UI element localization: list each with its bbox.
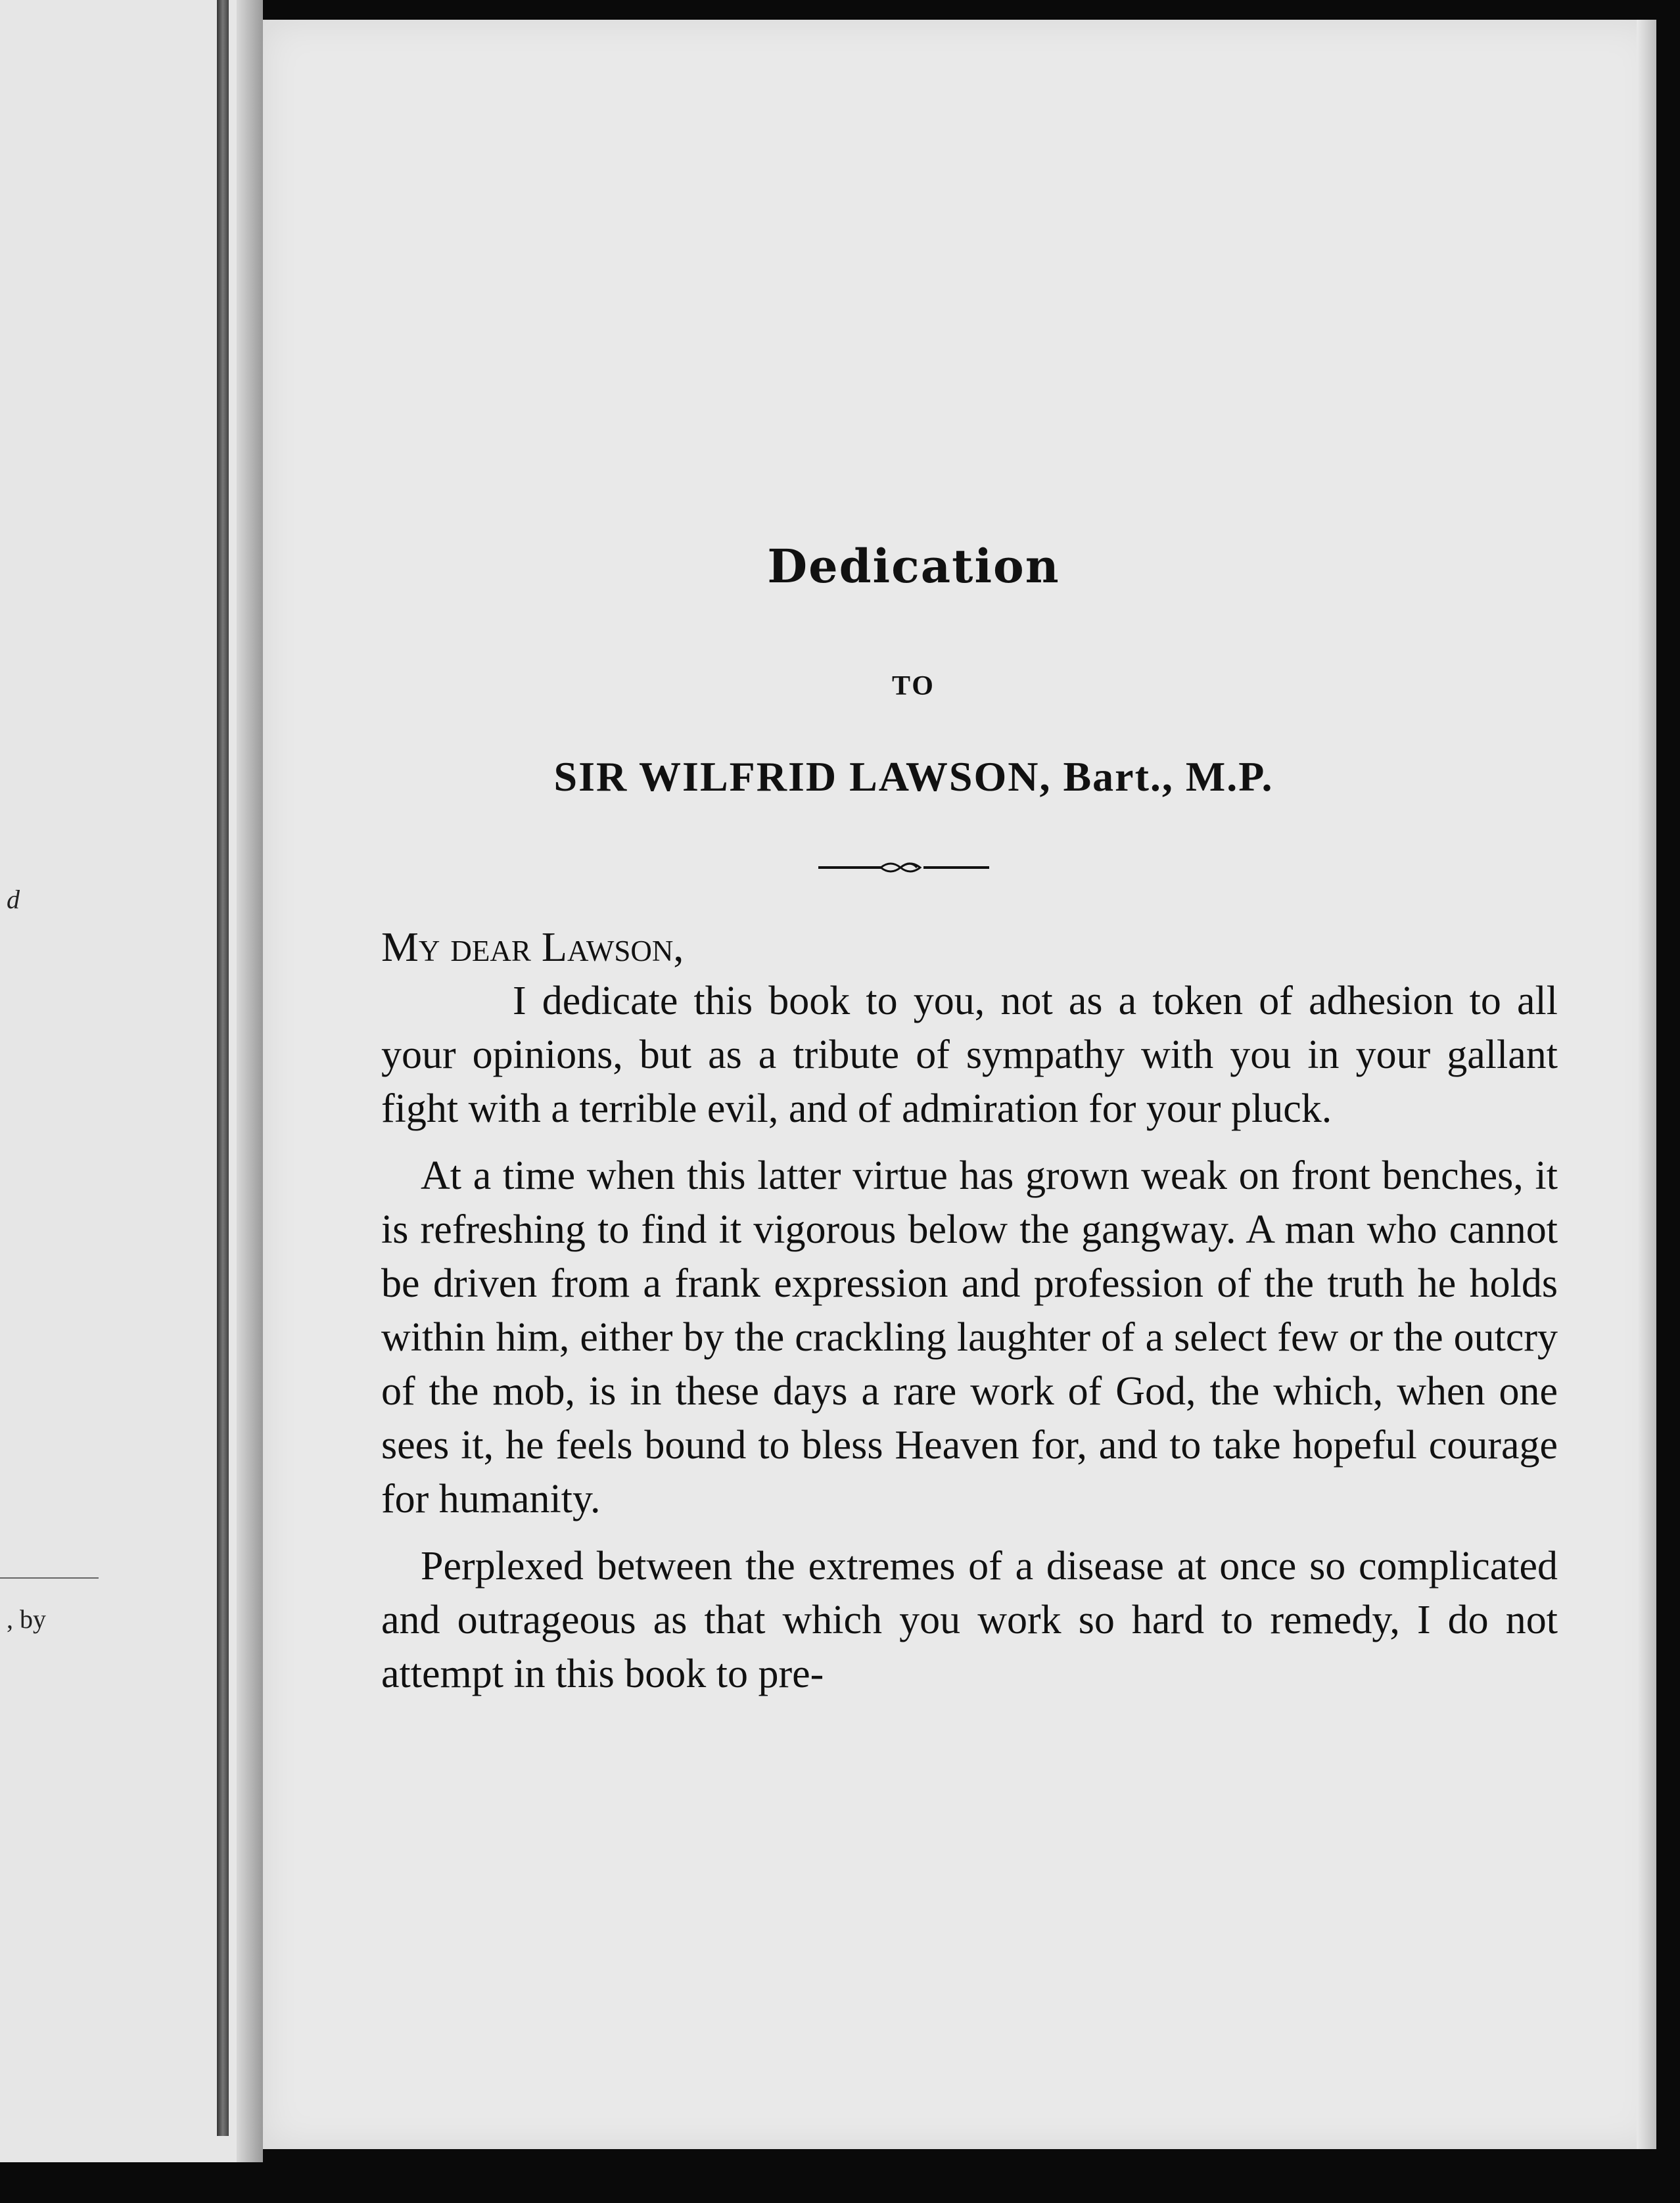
facing-page-text-fragment: d — [7, 885, 20, 914]
facing-page-text-fragment: , by — [7, 1604, 46, 1634]
paragraph: At a time when this latter virtue has grown weak on front benches, it is refreshing to find it vigorous below the gangway. A man who cannot be driven from a frank expression and profession of the truth he holds within him, either by the crackling laughter of a select few or the outcry of the mob, is in these days a rare work of God, the which, when one sees it, he feels bound to bless Heaven for, and to take hopeful courage for humanity. — [381, 1153, 1558, 1521]
dedication-page — [263, 20, 1656, 2149]
paragraph: Perplexed between the extremes of a disease at once so complicated and outrageous as that which you work so hard to remedy, I do not attempt in this book to pre- — [381, 1544, 1558, 1696]
page-edge — [1637, 20, 1656, 2149]
ornament-rule-icon — [818, 854, 989, 881]
dedication-title: Dedication — [767, 539, 1060, 593]
to-line: TO — [892, 671, 935, 701]
book-spine — [217, 0, 229, 2136]
salutation: My dear Lawson, — [381, 923, 684, 970]
dedication-body — [381, 920, 1558, 1714]
page-gutter — [237, 0, 263, 2162]
paragraph: I dedicate this book to you, not as a token of adhesion to all your opinions, but as a tribute of sympathy with you in your gallant fight with a terrible evil, and of admiration for your pluck. — [381, 979, 1558, 1131]
facing-page-rule — [0, 1577, 99, 1579]
recipient-name: SIR WILFRID LAWSON, Bart., M.P. — [553, 753, 1274, 800]
